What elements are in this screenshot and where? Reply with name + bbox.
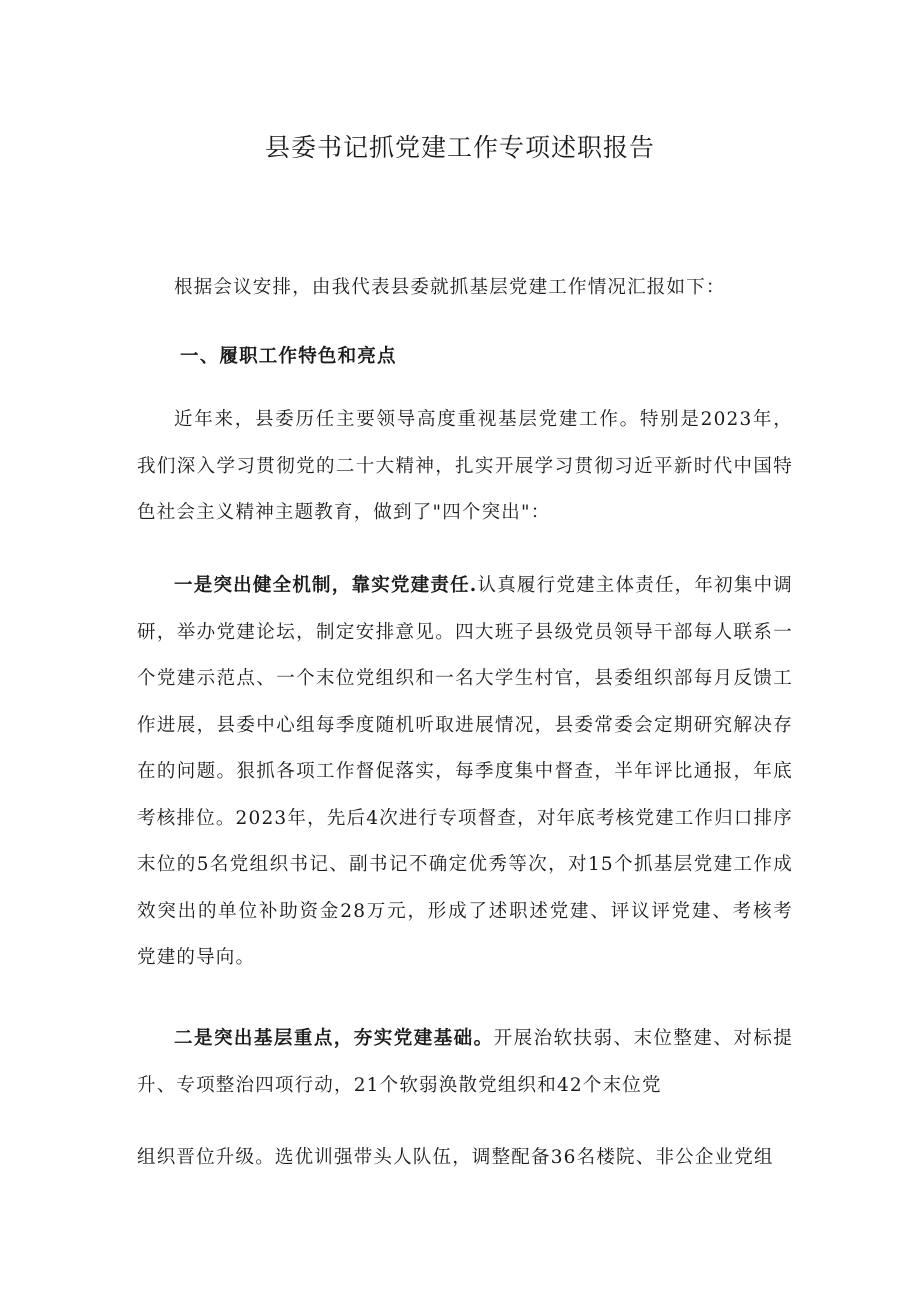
body-paragraph-1: 近年来，县委历任主要领导高度重视基层党建工作。特别是2023年，我们深入学习贯彻党的二十大精神，扎实开展学习贯彻习近平新时代中国特色社会主义精神主题教育，做到了"四个突出"： [137,409,793,523]
section-heading: 一、履职工作特色和亮点 [180,346,397,367]
document-title: 县委书记抓党建工作专项述职报告 [264,133,655,162]
body-paragraph-point-1 [137,563,793,982]
point-2-lead: 二是突出基层重点，夯实党建基础。 [174,1028,494,1049]
point-1-lead: 一是突出健全机制，靠实党建责任. [174,575,478,596]
continuation-paragraph: 组织晋位升级。选优训强带头人队伍，调整配备36名楼院、非公企业党组 [137,1147,774,1168]
point-2-body: 开展治软扶弱、末位整建、对标提升、专项整治四项行动，21个软弱涣散党组织和42个末位党 [137,1028,793,1096]
intro-paragraph: 根据会议安排，由我代表县委就抓基层党建工作情况汇报如下： [174,277,726,298]
point-1-body: 认真履行党建主体责任，年初集中调研，举办党建论坛，制定安排意见。四大班子县级党员领导干部每人联系一个党建示范点、一个末位党组织和一名大学生村官，县委组织部每月反馈工作进展，县委中心组每季度随机听取进展情况，县委常委会定期研究解决存在的问题。狠抓各项工作督促落实，每季度集中督查，半年评比通报，年底考核排位。2023年，先后4次进行专项督查，对年底考核党建工作归口排序末位的5名党组织书记、副书记不确定优秀等次，对15个抓基层党建工作成效突出的单位补助资金28万元，形成了述职述党建、评议评党建、考核考党建的导向。 [137,575,793,968]
body-paragraph-point-2 [137,1016,793,1109]
